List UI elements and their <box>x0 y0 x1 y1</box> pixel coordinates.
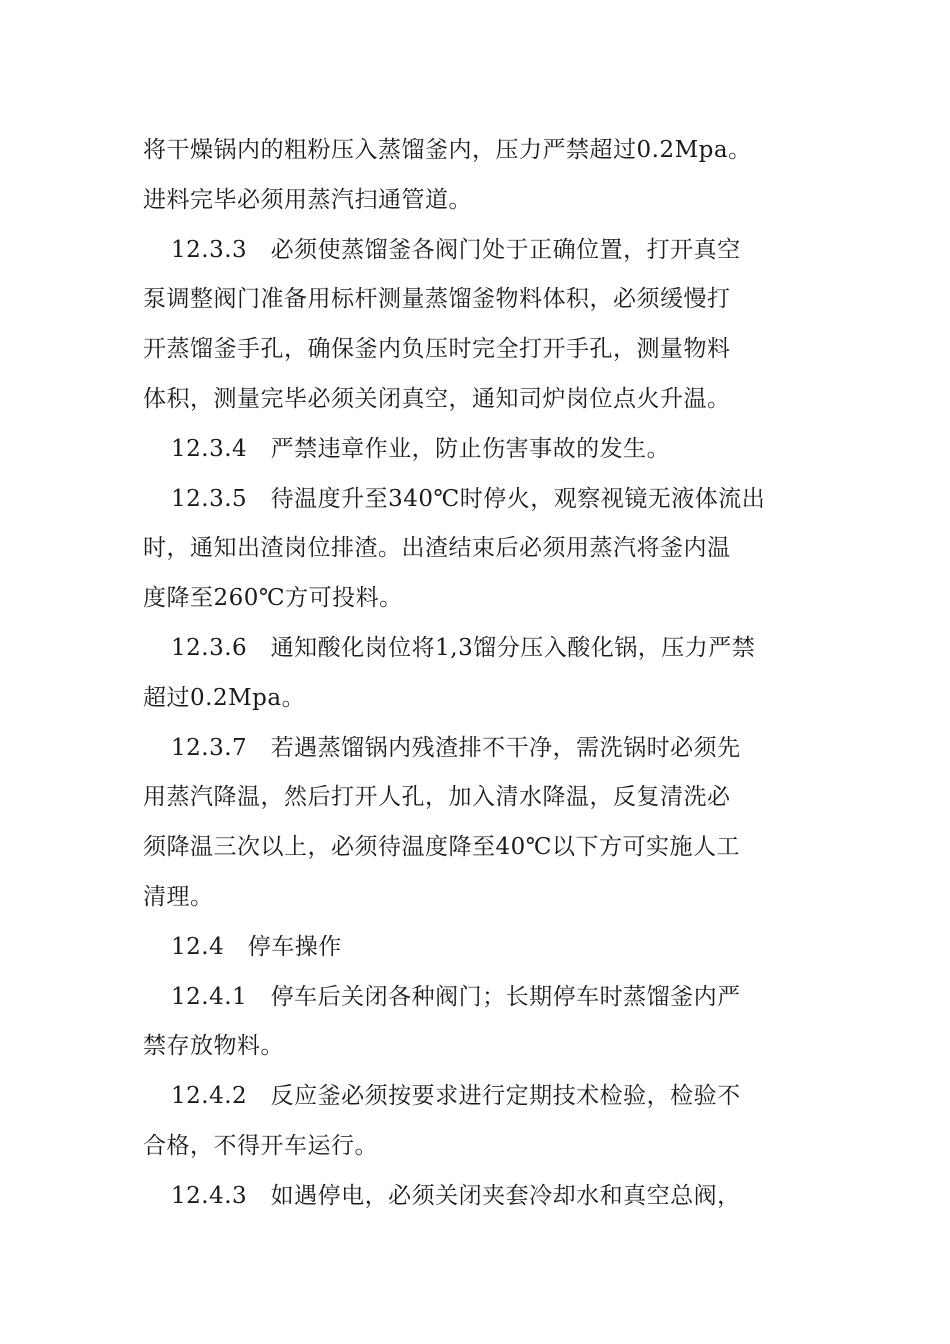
text-line: 清理。 <box>143 883 214 910</box>
section-12-3-5-line: 12.3.5 待温度升至340℃时停火，观察视镜无液体流出 <box>171 485 766 512</box>
section-12-4-heading: 12.4 停车操作 <box>171 933 342 960</box>
document-body <box>143 126 808 1222</box>
section-12-3-7-line: 12.3.7 若遇蒸馏锅内残渣排不干净，需洗锅时必须先 <box>171 734 741 761</box>
text-line: 时，通知出渣岗位排渣。出渣结束后必须用蒸汽将釜内温 <box>143 535 731 562</box>
text-line: 将干燥锅内的粗粉压入蒸馏釜内，压力严禁超过0.2Mpa。 <box>143 137 752 163</box>
text-line: 开蒸馏釜手孔，确保釜内负压时完全打开手孔，测量物料 <box>143 336 731 363</box>
text-line: 合格，不得开车运行。 <box>143 1132 378 1159</box>
section-12-4-2-line: 12.4.2 反应釜必须按要求进行定期技术检验，检验不 <box>171 1083 741 1110</box>
section-12-3-3-line: 12.3.3 必须使蒸馏釜各阀门处于正确位置，打开真空 <box>171 236 741 263</box>
text-line: 禁存放物料。 <box>143 1033 284 1060</box>
section-12-4-1-line: 12.4.1 停车后关闭各种阀门；长期停车时蒸馏釜内严 <box>171 983 741 1010</box>
text-line: 进料完毕必须用蒸汽扫通管道。 <box>143 186 472 213</box>
text-line: 超过0.2Mpa。 <box>143 684 306 711</box>
text-line: 须降温三次以上，必须待温度降至40℃以下方可实施人工 <box>143 834 740 861</box>
text-line: 体积，测量完毕必须关闭真空，通知司炉岗位点火升温。 <box>143 385 731 412</box>
section-12-4-3-line: 12.4.3 如遇停电，必须关闭夹套冷却水和真空总阀， <box>171 1182 741 1209</box>
text-line: 度降至260℃方可投料。 <box>143 585 403 612</box>
section-12-3-4-line: 12.3.4 严禁违章作业，防止伤害事故的发生。 <box>171 435 671 462</box>
section-12-3-6-line: 12.3.6 通知酸化岗位将1,3馏分压入酸化锅，压力严禁 <box>171 634 756 661</box>
text-line: 泵调整阀门准备用标杆测量蒸馏釜物料体积，必须缓慢打 <box>143 286 731 313</box>
text-line: 用蒸汽降温，然后打开人孔，加入清水降温，反复清洗必 <box>143 784 731 811</box>
